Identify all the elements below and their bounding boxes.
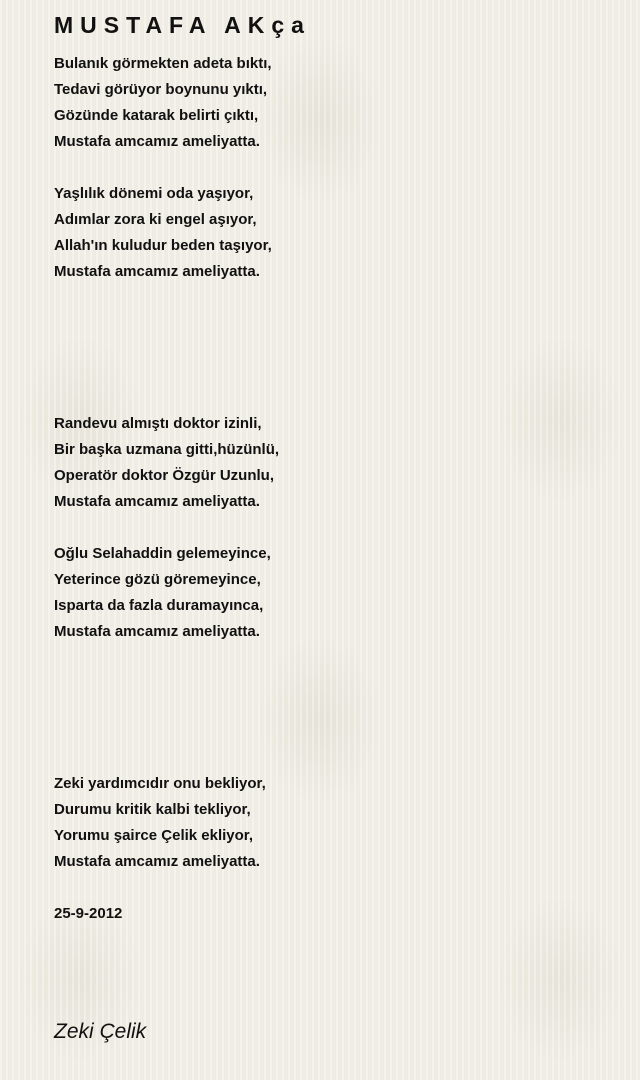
poem-line: Tedavi görüyor boynunu yıktı, xyxy=(54,81,268,98)
poem-title: MUSTAFA AKça xyxy=(54,12,311,38)
poem-line: Adımlar zora ki engel aşıyor, xyxy=(54,211,257,228)
poem-line: Gözünde katarak belirti çıktı, xyxy=(54,107,259,124)
poem-line: Durumu kritik kalbi tekliyor, xyxy=(54,801,251,818)
poem-author: Zeki Çelik xyxy=(54,1020,147,1043)
stanza-3 xyxy=(54,411,279,515)
stanza-2 xyxy=(54,181,272,285)
poem-line: Bulanık görmekten adeta bıktı, xyxy=(54,55,272,72)
poem-line: Isparta da fazla duramayınca, xyxy=(54,597,264,614)
stanza-5 xyxy=(54,771,266,875)
poem-line: Oğlu Selahaddin gelemeyince, xyxy=(54,545,271,562)
poem-line: Bir başka uzmana gitti,hüzünlü, xyxy=(54,441,280,458)
poem-date: 25-9-2012 xyxy=(54,905,123,922)
poem-line: Yorumu şairce Çelik ekliyor, xyxy=(54,827,253,844)
stanza-1 xyxy=(54,51,272,155)
poem-line: Allah'ın kuludur beden taşıyor, xyxy=(54,237,272,254)
poem-line: Mustafa amcamız ameliyatta. xyxy=(54,493,260,510)
poem-line: Zeki yardımcıdır onu bekliyor, xyxy=(54,775,266,792)
poem-line: Randevu almıştı doktor izinli, xyxy=(54,415,262,432)
poem-line: Operatör doktor Özgür Uzunlu, xyxy=(54,467,274,484)
poem-line: Mustafa amcamız ameliyatta. xyxy=(54,623,260,640)
poem-line: Mustafa amcamız ameliyatta. xyxy=(54,133,260,150)
poem-line: Mustafa amcamız ameliyatta. xyxy=(54,853,260,870)
poem-line: Mustafa amcamız ameliyatta. xyxy=(54,263,260,280)
stanza-4 xyxy=(54,541,271,645)
poem-line: Yaşlılık dönemi oda yaşıyor, xyxy=(54,185,254,202)
poem-line: Yeterince gözü göremeyince, xyxy=(54,571,261,588)
